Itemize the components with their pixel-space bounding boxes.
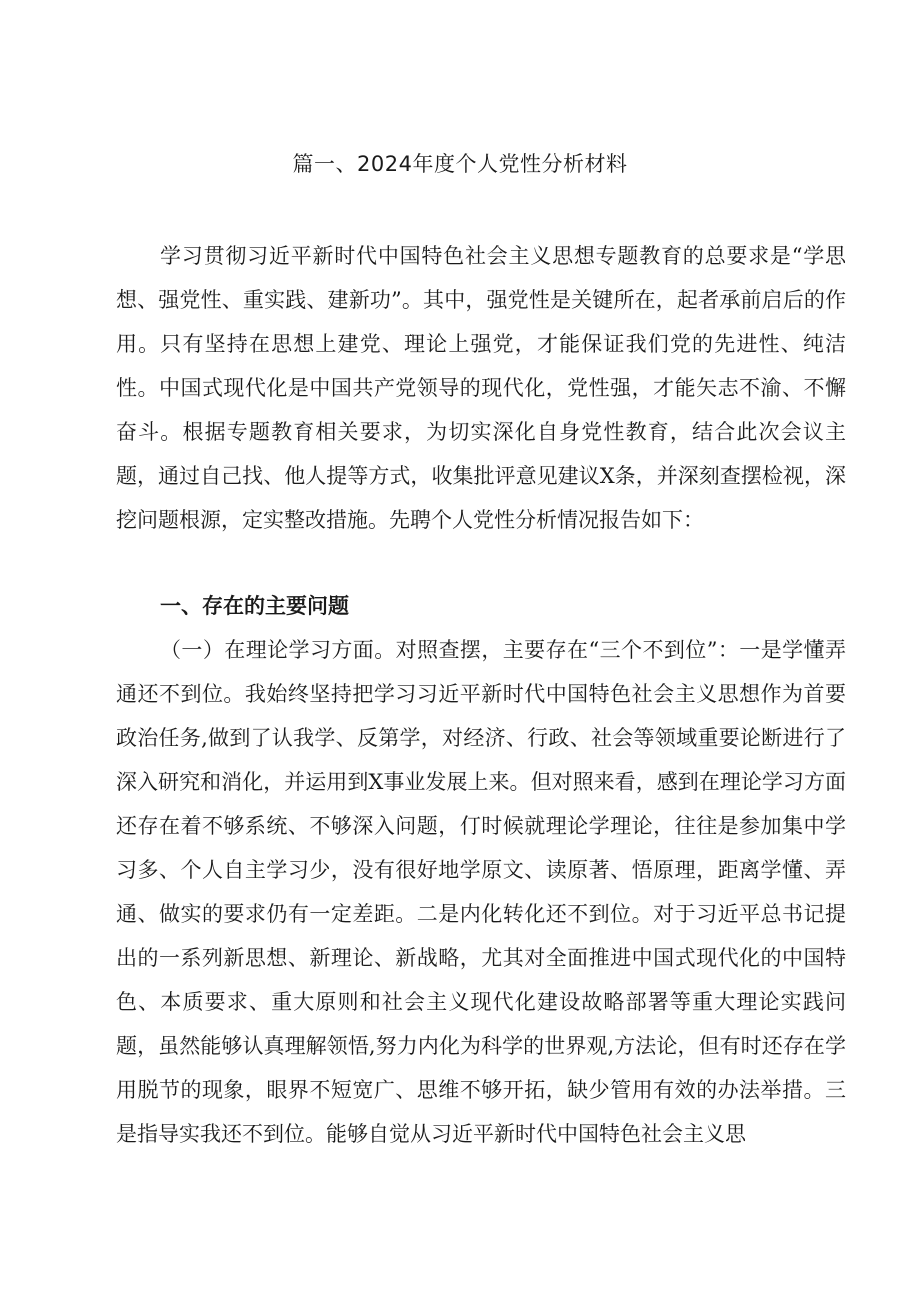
document-title: 篇一、2024年度个人党性分析材料 bbox=[292, 152, 628, 176]
theory-paragraph: （一）在理论学习方面。对照查摆，主要存在“三个不到位”：一是学懂弄通还不到位。我始终坚持把学习习近平新时代中国特色社会主义思想作为首要政治任务,做到了认我学、反第学，对经济、行政、社会等领域重要论断进行了深入研究和消化，并运用到X事业发展上来。但对照来看，感到在理论学习方面还存在着不够系统、不够深入问题，仃时候就理论学理论，往往是参加集中学习多、个人自主学习少，没有很好地学原文、读原著、悟原理，距离学懂、弄通、做实的要求仍有一定差距。二是内化转化还不到位。对于习近平总书记提出的一系列新思想、新理论、新战略，尤其对全面推进中国式现代化的中国特色、本质要求、重大原则和社会主义现代化建设故略部署等重大理论实践问题，虽然能够认真理解领悟,努力内化为科学的世界观,方法论，但有时还存在学用脱节的现象，眼界不短宽广、思维不够开拓，缺少管用有效的办法举措。三是指导实我还不到位。能够自觉从习近平新时代中国特色社会主义思 bbox=[116, 638, 846, 1146]
section-heading: 一、存在的主要问题 bbox=[160, 594, 349, 618]
intro-paragraph: 学习贯彻习近平新时代中国特色社会主义思想专题教育的总要求是“学思想、强党性、重实践、建新功”。其中，强党性是关键所在，起者承前启后的作用。只有坚持在思想上建党、理论上强党，才能保证我们党的先进性、纯洁性。中国式现代化是中国共产党领导的现代化，党性强，才能矢志不渝、不懈奋斗。根据专题教育相关要求，为切实深化自身党性教育，结合此次会议主题，通过自己找、他人提等方式，收集批评意见建议X条，并深刻查摆检视，深挖问题根源，定实整改措施。先聘个人党性分析情况报告如下： bbox=[116, 244, 846, 532]
